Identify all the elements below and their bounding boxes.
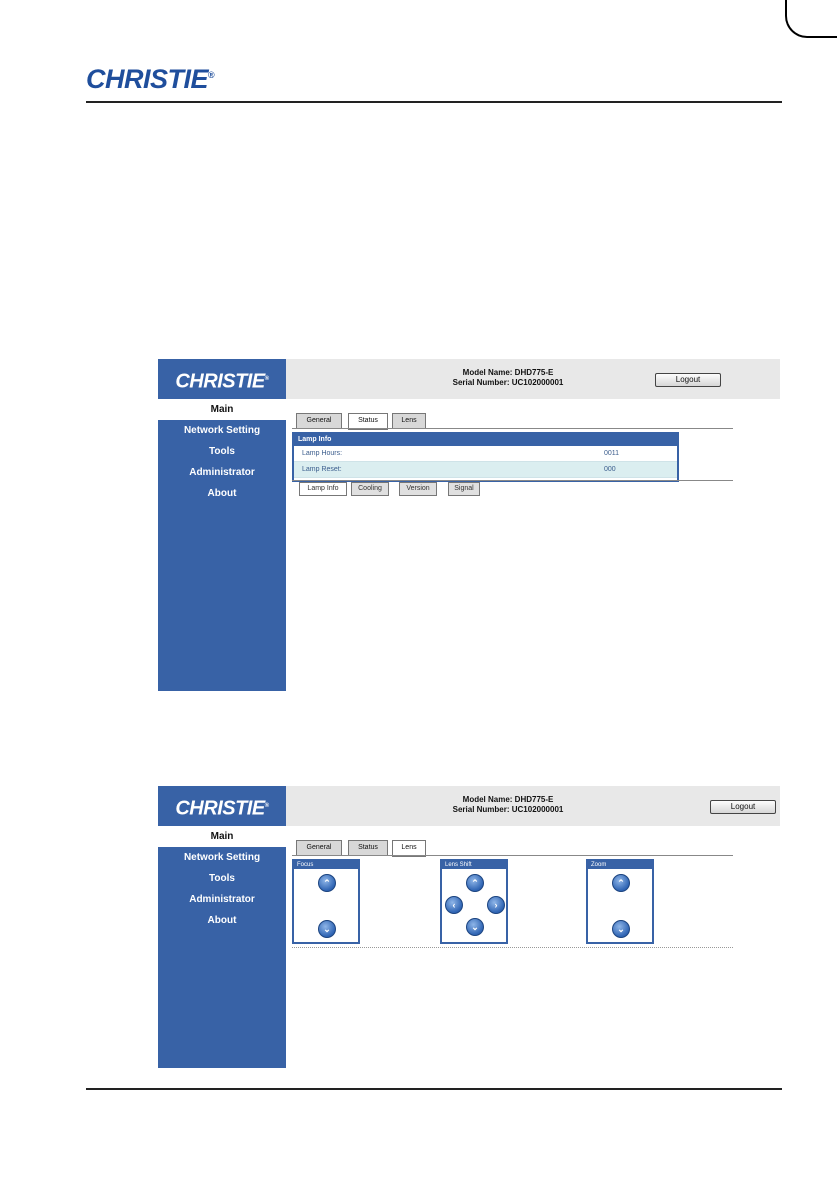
model-info bbox=[358, 368, 658, 388]
footer-rule bbox=[86, 1088, 782, 1090]
nav-item-main[interactable]: Main bbox=[158, 399, 286, 420]
nav-item-network-setting[interactable]: Network Setting bbox=[183, 852, 261, 863]
panel-title: Lamp Info bbox=[294, 434, 677, 446]
nav-item-network-setting[interactable]: Network Setting bbox=[183, 425, 261, 436]
logout-button[interactable]: Logout bbox=[655, 373, 721, 387]
focus-title: Focus bbox=[294, 861, 358, 869]
header-rule bbox=[86, 101, 782, 103]
lamp-reset-label: Lamp Reset: bbox=[302, 466, 342, 473]
subtab-signal[interactable]: Signal bbox=[448, 482, 480, 496]
focus-up-button[interactable]: ⌃ bbox=[318, 874, 336, 892]
nav-item-tools[interactable]: Tools bbox=[209, 873, 235, 884]
lamp-hours-value: 0011 bbox=[604, 450, 620, 457]
lens-shift-title: Lens Shift bbox=[442, 861, 506, 869]
model-info bbox=[358, 795, 658, 815]
shift-up-button[interactable]: ⌃ bbox=[466, 874, 484, 892]
lamp-info-panel bbox=[292, 432, 679, 482]
logo: CHRISTIE® bbox=[158, 359, 286, 399]
dotted-divider bbox=[292, 947, 733, 948]
lens-shift-panel bbox=[440, 859, 508, 944]
lens-screenshot bbox=[158, 786, 780, 1068]
nav-item-about[interactable]: About bbox=[207, 915, 237, 926]
tab-lens[interactable]: Lens bbox=[392, 413, 426, 429]
tab-divider bbox=[292, 855, 733, 856]
nav-item-administrator[interactable]: Administrator bbox=[189, 894, 255, 905]
shift-right-button[interactable]: › bbox=[487, 896, 505, 914]
status-screenshot bbox=[158, 359, 780, 691]
page-logo: CHRISTIE® bbox=[86, 64, 215, 94]
zoom-title: Zoom bbox=[588, 861, 652, 869]
serial-number: Serial Number: UC102000001 bbox=[452, 805, 564, 814]
lamp-hours-label: Lamp Hours: bbox=[302, 450, 343, 457]
table-row bbox=[294, 462, 677, 478]
model-name: Model Name: DHD775-E bbox=[462, 795, 554, 804]
nav-item-about[interactable]: About bbox=[207, 488, 237, 499]
shift-left-button[interactable]: ‹ bbox=[445, 896, 463, 914]
focus-panel bbox=[292, 859, 360, 944]
panel-divider bbox=[292, 480, 733, 481]
tab-status[interactable]: Status bbox=[348, 413, 388, 430]
page-tab-edge bbox=[785, 0, 837, 38]
sidebar bbox=[158, 826, 286, 1068]
shift-down-button[interactable]: ⌄ bbox=[466, 918, 484, 936]
model-name: Model Name: DHD775-E bbox=[462, 368, 554, 377]
tab-divider bbox=[292, 428, 733, 429]
subtab-lamp-info[interactable]: Lamp Info bbox=[299, 482, 347, 496]
table-row bbox=[294, 446, 677, 462]
zoom-panel bbox=[586, 859, 654, 944]
nav-item-administrator[interactable]: Administrator bbox=[189, 467, 255, 478]
tab-status[interactable]: Status bbox=[348, 840, 388, 856]
header-bar bbox=[158, 359, 780, 399]
lamp-reset-value: 000 bbox=[604, 466, 616, 473]
subtab-cooling[interactable]: Cooling bbox=[351, 482, 389, 496]
nav-item-main[interactable]: Main bbox=[158, 826, 286, 847]
header-bar bbox=[158, 786, 780, 826]
serial-number: Serial Number: UC102000001 bbox=[452, 378, 564, 387]
nav-item-tools[interactable]: Tools bbox=[209, 446, 235, 457]
tab-lens[interactable]: Lens bbox=[392, 840, 426, 857]
logo: CHRISTIE® bbox=[158, 786, 286, 826]
sidebar bbox=[158, 399, 286, 691]
focus-down-button[interactable]: ⌄ bbox=[318, 920, 336, 938]
zoom-out-button[interactable]: ⌄ bbox=[612, 920, 630, 938]
tab-general[interactable]: General bbox=[296, 840, 342, 856]
tab-general[interactable]: General bbox=[296, 413, 342, 429]
logout-button[interactable]: Logout bbox=[710, 800, 776, 814]
zoom-in-button[interactable]: ⌃ bbox=[612, 874, 630, 892]
subtab-version[interactable]: Version bbox=[399, 482, 437, 496]
